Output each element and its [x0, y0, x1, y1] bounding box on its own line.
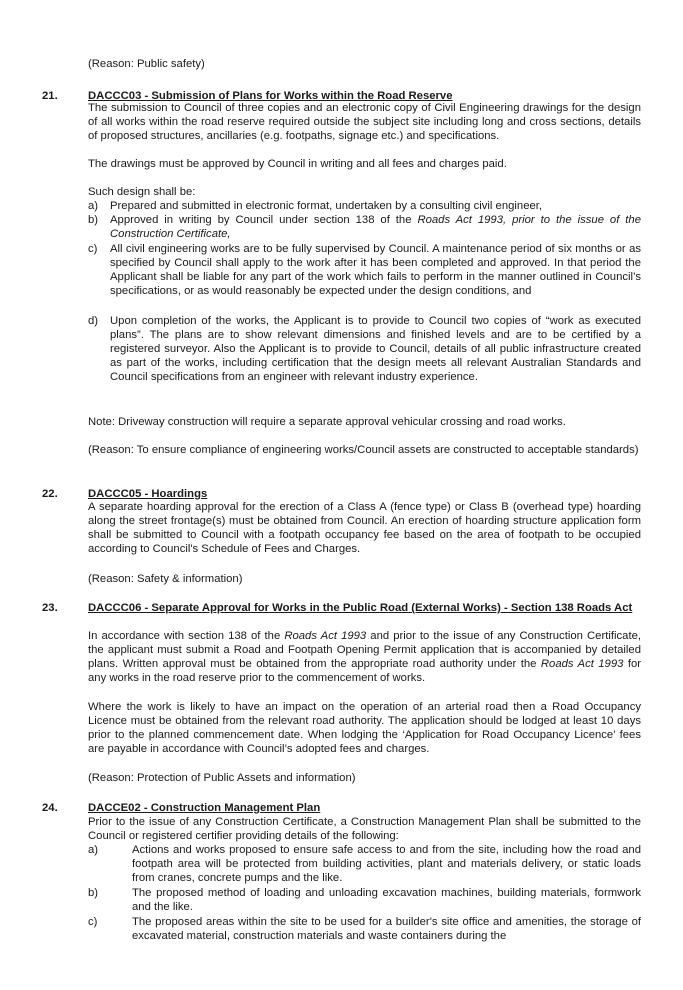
- reason-public-safety: (Reason: Public safety): [88, 58, 205, 70]
- condition-paragraph: Where the work is likely to have an impact on the operation of an arterial road then a Road Occupancy Licence must be obtained from the relevant road authority. The application should be lodged at least 10 days prior to the planned commencement date. When lodging the ‘Application for Road Occupancy Licence’ fees are payable in accordance with Council’s adopted fees and charges.: [88, 701, 641, 756]
- condition-heading: DACCC03 - Submission of Plans for Works within the Road Reserve: [88, 90, 453, 102]
- condition-paragraph: In accordance with section 138 of the Roads Act 1993 and prior to the issue of any Construction Certificate, the applicant must submit a Road and Footpath Opening Permit application that is accompanied by detailed plans. Written approval must be obtained from the appropriate road authority under the Roads Act 1993 for any works in the road reserve prior to the commencement of works.: [88, 630, 642, 685]
- list-text: Upon completion of the works, the Applicant is to provide to Council two copies of “work as executed plans”. The plans are to show relevant dimensions and finished levels and are to be certified by a registered surveyor. Also the Applicant is to provide to Council, details of all public infrastructure created as part of the works, including certification that the design meets all relevant Australian Standards and Council specifications from an engineer with relevant industry experience.: [110, 315, 641, 384]
- list-label: b): [88, 887, 99, 899]
- condition-reason: (Reason: To ensure compliance of engineering works/Council assets are constructed to acceptable standards): [88, 444, 639, 456]
- list-text: Prepared and submitted in electronic format, undertaken by a consulting civil engineer,: [110, 200, 543, 212]
- list-label: b): [88, 214, 99, 226]
- condition-paragraph: Prior to the issue of any Construction Certificate, a Construction Management Plan shall be submitted to the Council or registered certifier providing details of the following:: [88, 816, 641, 843]
- list-label: c): [88, 916, 98, 928]
- list-label: d): [88, 315, 99, 327]
- condition-number: 24.: [42, 802, 58, 814]
- condition-number: 22.: [42, 488, 58, 500]
- condition-heading: DACCE02 - Construction Management Plan: [88, 802, 321, 814]
- list-text: All civil engineering works are to be fully supervised by Council. A maintenance period of six months or as specified by Council shall apply to the work after it has been completed and approved. In that period the Applicant shall be liable for any part of the work which fails to perform in the manner outlined in Council’s specifications, or as would reasonably be expected under the design conditions, and: [110, 243, 641, 298]
- list-text: Approved in writing by Council under section 138 of the Roads Act 1993, prior to the issue of the Construction Certificate,: [110, 214, 641, 241]
- condition-paragraph: Such design shall be:: [88, 186, 196, 198]
- list-text: The proposed areas within the site to be used for a builder's site office and amenities, the storage of excavated material, construction materials and waste containers during the: [132, 916, 641, 943]
- list-text: The proposed method of loading and unloading excavation machines, building materials, formwork and the like.: [132, 887, 641, 914]
- list-label: a): [88, 200, 99, 212]
- condition-number: 21.: [42, 90, 58, 102]
- condition-number: 23.: [42, 602, 58, 614]
- condition-paragraph: The submission to Council of three copies and an electronic copy of Civil Engineering drawings for the design of all works within the road reserve required outside the subject site including long and cross sections, details of proposed structures, ancillaries (e.g. footpaths, signage etc.) and specifications.: [88, 102, 641, 143]
- condition-paragraph: A separate hoarding approval for the erection of a Class A (fence type) or Class B (overhead type) hoarding along the street frontage(s) must be obtained from Council. An erection of hoarding structure application form shall be submitted to Council with a footpath occupancy fee based on the area of footpath to be occupied according to Council's Schedule of Fees and Charges.: [88, 501, 641, 556]
- condition-note: Note: Driveway construction will require a separate approval vehicular crossing and road works.: [88, 416, 566, 428]
- condition-paragraph: The drawings must be approved by Council in writing and all fees and charges paid.: [88, 158, 507, 170]
- list-label: c): [88, 243, 98, 255]
- condition-heading: DACCC06 - Separate Approval for Works in the Public Road (External Works) - Section 138 Roads Act: [88, 602, 633, 614]
- condition-reason: (Reason: Safety & information): [88, 573, 243, 585]
- list-label: a): [88, 844, 99, 856]
- condition-heading: DACCC05 - Hoardings: [88, 488, 208, 500]
- condition-reason: (Reason: Protection of Public Assets and information): [88, 772, 356, 784]
- list-text: Actions and works proposed to ensure safe access to and from the site, including how the road and footpath area will be protected from building activities, plant and materials delivery, or static loads from cranes, concrete pumps and the like.: [132, 844, 641, 885]
